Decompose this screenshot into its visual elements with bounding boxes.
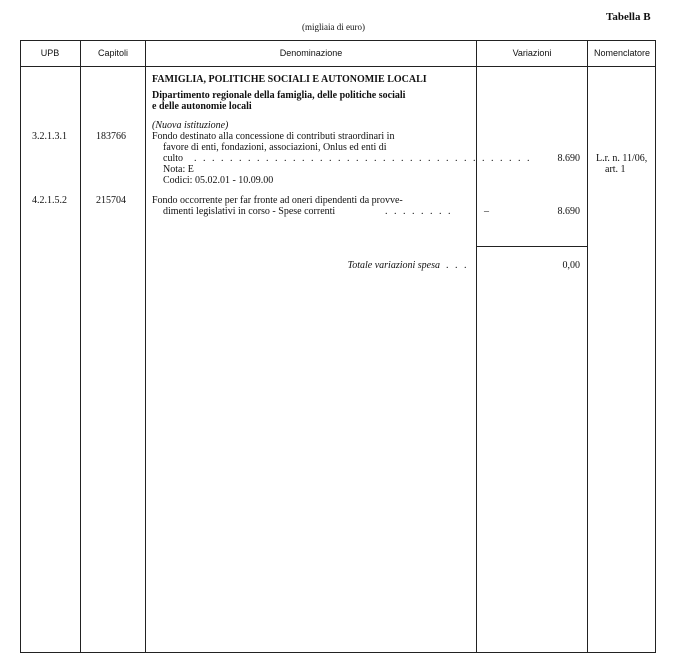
- dot-leader: . . . . . . . . . . . . . . . . . . . . . . . . . . . . . . . . . . . . . .: [194, 153, 532, 164]
- column-divider: [476, 40, 477, 653]
- row-description: culto: [163, 153, 183, 164]
- unit-note: (migliaia di euro): [302, 22, 365, 32]
- column-divider: [80, 40, 81, 653]
- column-header-nomenclatore: Nomenclatore: [593, 48, 651, 58]
- section-title: FAMIGLIA, POLITICHE SOCIALI E AUTONOMIE LOCALI: [152, 74, 427, 85]
- row-description: Fondo destinato alla concessione di contributi straordinari in: [152, 131, 395, 142]
- capitolo-number: 215704: [96, 195, 126, 206]
- total-label: Totale variazioni spesa: [347, 260, 440, 271]
- column-header-denominazione: Denominazione: [279, 48, 343, 58]
- row-description: Fondo occorrente per far fronte ad oneri dipendenti da provve-: [152, 195, 403, 206]
- capitolo-number: 183766: [96, 131, 126, 142]
- row-codici: Codici: 05.02.01 - 10.09.00: [163, 175, 274, 186]
- row-description: dimenti legislativi in corso - Spese correnti: [163, 206, 336, 217]
- row-nota: Nota: E: [163, 164, 194, 175]
- column-header-capitoli: Capitoli: [97, 48, 128, 58]
- total-divider: [476, 246, 587, 247]
- variazione-sign: –: [484, 206, 489, 217]
- row-description: favore di enti, fondazioni, associazioni, Onlus ed enti di: [163, 142, 387, 153]
- column-divider: [587, 40, 588, 653]
- upb-code: 3.2.1.3.1: [32, 131, 67, 142]
- section-subtitle: Dipartimento regionale della famiglia, delle politiche sociali: [152, 90, 406, 101]
- total-value: 0,00: [562, 260, 580, 271]
- column-header-upb: UPB: [40, 48, 60, 58]
- row-note: (Nuova istituzione): [152, 120, 229, 131]
- nomenclatore-text: L.r. n. 11/06,: [596, 153, 648, 164]
- variazione-value: 8.690: [557, 206, 580, 217]
- table-label: Tabella B: [606, 11, 651, 23]
- variazione-value: 8.690: [557, 153, 580, 164]
- dot-leader: . . .: [446, 260, 469, 271]
- column-header-variazioni: Variazioni: [512, 48, 552, 58]
- header-divider: [20, 66, 656, 67]
- nomenclatore-text: art. 1: [605, 164, 626, 175]
- upb-code: 4.2.1.5.2: [32, 195, 67, 206]
- dot-leader: . . . . . . . .: [385, 206, 453, 217]
- column-divider: [145, 40, 146, 653]
- section-subtitle: e delle autonomie locali: [152, 101, 252, 112]
